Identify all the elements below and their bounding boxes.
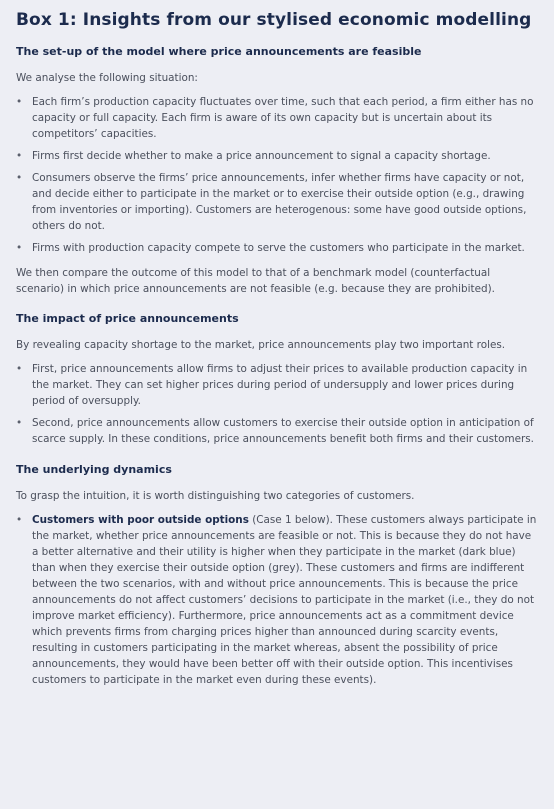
list-item [16,512,540,688]
dynamics-bullet-list [16,512,540,688]
impact-intro: By revealing capacity shortage to the market, price announcements play two important roles. [16,339,506,351]
dynamics-heading: The underlying dynamics [16,463,172,476]
list-item [16,361,540,409]
impact-bullet-list [16,361,540,447]
bullet-icon: • [16,514,23,526]
list-item [16,94,540,142]
list-item-text: Second, price announcements allow customers to exercise their outside option in anticipation of scarce supply. In these conditions, price announcements benefit both firms and their customers. [32,417,534,445]
box-title: Box 1: Insights from our stylised economic modelling [16,10,532,30]
list-item-text: Firms first decide whether to make a price announcement to signal a capacity shortage. [32,150,491,162]
list-item-text: Firms with production capacity compete to serve the customers who participate in the market. [32,242,525,254]
list-item-text: Each firm’s production capacity fluctuates over time, such that each period, a firm either has no capacity or full capacity. Each firm is aware of its own capacity but is uncertain about its competitors’ capacities. [32,96,534,140]
setup-heading: The set-up of the model where price announcements are feasible [16,45,422,58]
bullet-icon: • [16,172,23,184]
setup-outro: We then compare the outcome of this model to that of a benchmark model (counterfactual scenario) in which price announcements are not feasible (e.g. because they are prohibited). [16,267,495,295]
dynamics-intro: To grasp the intuition, it is worth distinguishing two categories of customers. [16,490,415,502]
impact-heading: The impact of price announcements [16,312,239,325]
list-item-text: Consumers observe the firms’ price announcements, infer whether firms have capacity or not, and decide either to participate in the market or to exercise their outside option (e.g., drawing from inventories or importing). Customers are heterogenous: some have good outside options, others do not. [32,172,527,232]
list-item [16,170,540,234]
bullet-icon: • [16,417,23,429]
setup-bullet-list [16,94,540,256]
bullet-icon: • [16,363,23,375]
list-item [16,148,540,164]
bullet-icon: • [16,150,23,162]
customer-category-label: Customers with poor outside options [32,514,249,526]
list-item [16,240,540,256]
setup-intro: We analyse the following situation: [16,72,198,84]
list-item [16,415,540,447]
list-item-text: (Case 1 below). These customers always participate in the market, whether price announcements are feasible or not. This is because they do not have a better alternative and their utility is higher when they participate in the market (dark blue) than when they exercise their outside option (grey). These customers and firms are indifferent between the two scenarios, with and without price announcements. This is because the price announcements do not affect customers’ decisions to participate in the market (i.e., they do not improve market efficiency). Furthermore, price announcements act as a commitment device which prevents firms from charging prices higher than announced during scarcity events, resulting in customers participating in the market whereas, absent the possibility of price announcements, they would have been better off with their outside option. This incentivises customers to participate in the market even during these events). [32,514,537,686]
list-item-text: First, price announcements allow firms to adjust their prices to available production capacity in the market. They can set higher prices during period of undersupply and lower prices during period of oversupply. [32,363,528,407]
bullet-icon: • [16,96,23,108]
bullet-icon: • [16,242,23,254]
